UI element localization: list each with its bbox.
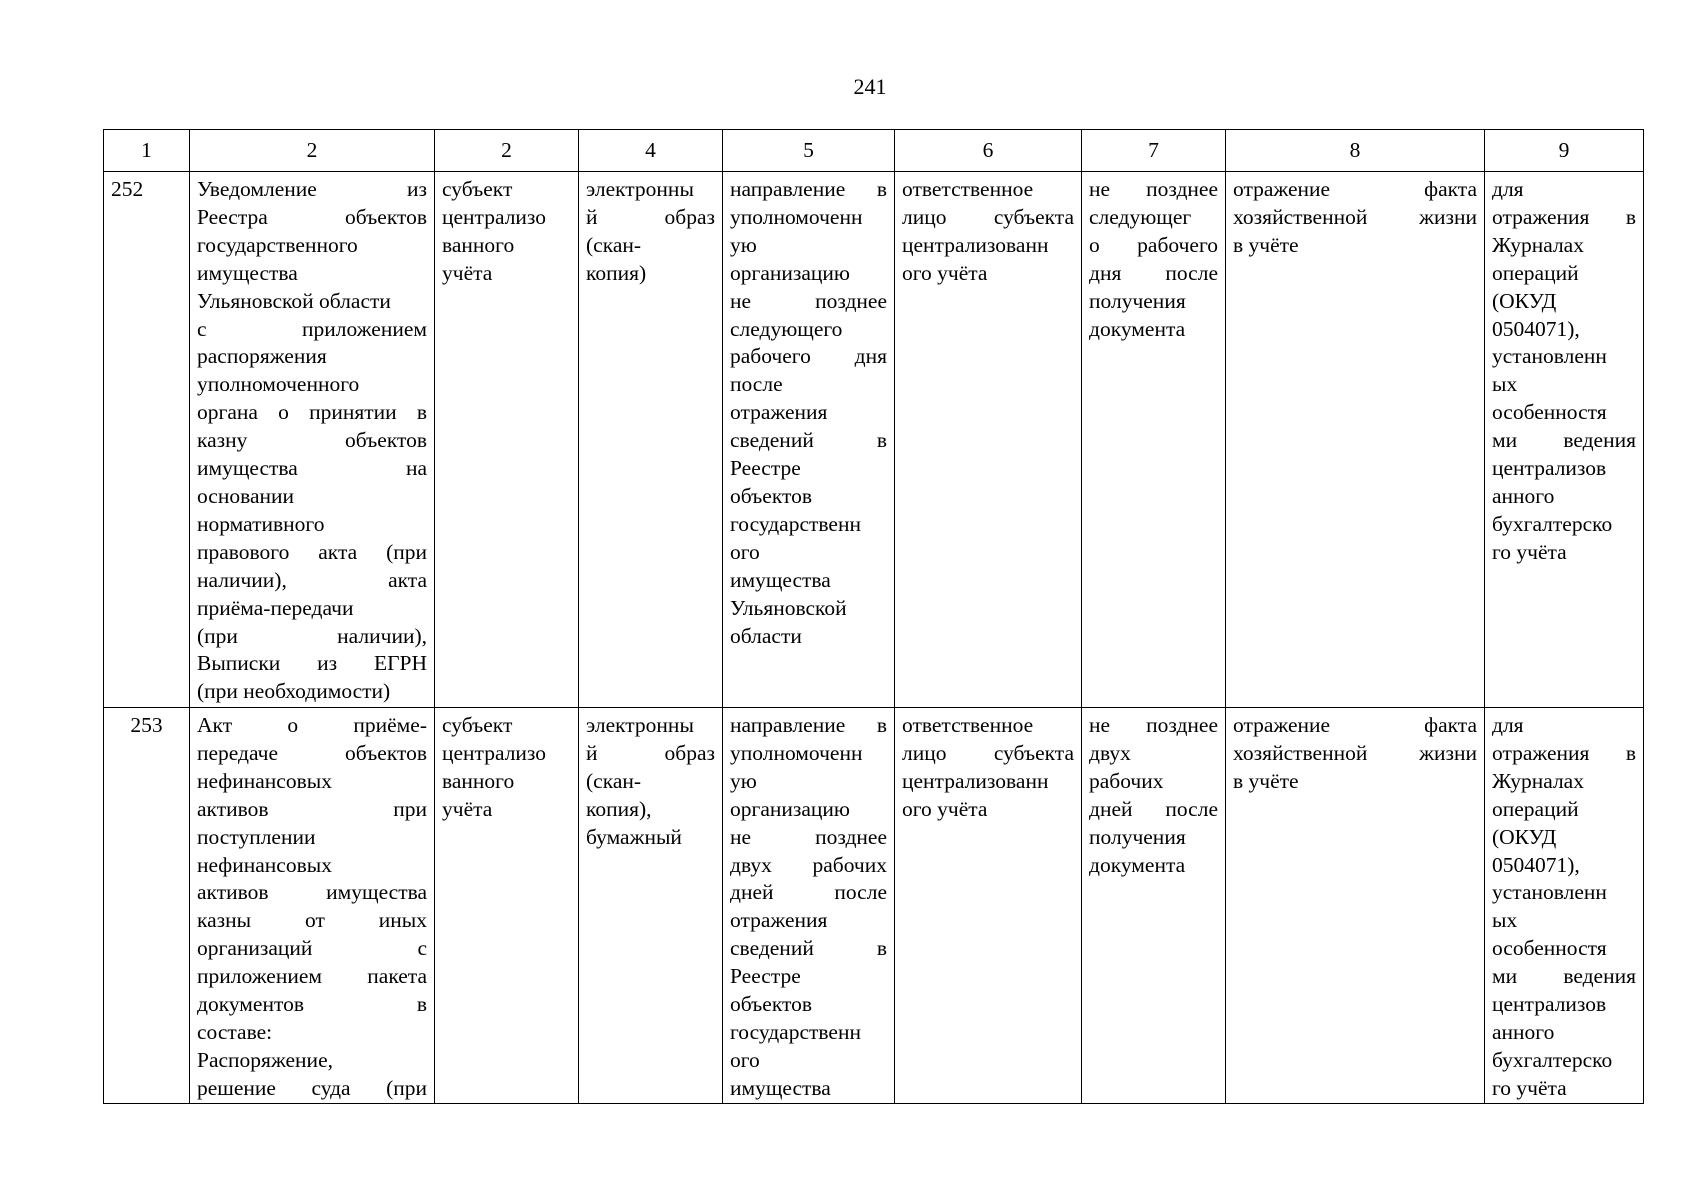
responsible-cell (895, 708, 1082, 1104)
cell-text-line: поступлении (197, 824, 316, 849)
cell-text-line: сведений в (730, 936, 887, 961)
cell-text-line: имущества (730, 567, 831, 592)
cell-text-line: 0504071), (1492, 852, 1580, 877)
cell-text-line: имущества на (197, 456, 427, 481)
cell-text-line: дня после (1089, 260, 1218, 285)
cell-text-line: направление в (730, 177, 887, 201)
cell-text-line: субъект (442, 177, 513, 201)
table-header-row (104, 130, 1644, 172)
cell-text-line: приёма-передачи (197, 595, 354, 620)
cell-text-line: отражения (730, 908, 828, 933)
cell-text-line: не позднее (1089, 177, 1218, 201)
cell-text-line: анного (1492, 483, 1555, 508)
cell-text-line: дней после (730, 880, 887, 905)
cell-text-line: централизо (442, 740, 547, 765)
cell-text-line: двух рабочих (730, 852, 887, 877)
cell-text-line: бухгалтерско (1492, 1047, 1613, 1072)
cell-text-line: двух (1089, 740, 1131, 765)
term-cell (723, 172, 895, 708)
cell-text-line: учёта (442, 796, 493, 821)
cell-text-line: не позднее (730, 288, 887, 313)
cell-text-line: лицо субъекта (902, 204, 1074, 229)
cell-text-line: ванного (442, 232, 515, 257)
cell-text-line: в учёте (1233, 232, 1299, 257)
cell-text-line: государственн (730, 1019, 861, 1044)
cell-text-line: для (1492, 713, 1524, 737)
cell-text-line: после (730, 372, 783, 397)
document-table (103, 129, 1644, 1104)
header-cell: 2 (435, 130, 579, 172)
header-cell: 2 (190, 130, 435, 172)
cell-text-line: Реестре (730, 964, 801, 989)
cell-text-line: ответственное (902, 177, 1034, 201)
header-cell: 6 (895, 130, 1082, 172)
cell-text-line: ую (730, 232, 757, 257)
cell-text-line: казны от иных (197, 908, 427, 933)
cell-text-line: й образ (586, 740, 715, 765)
cell-text-line: отражения в (1492, 740, 1636, 765)
cell-text-line: централизованн (902, 232, 1049, 257)
cell-text-line: операций (1492, 796, 1579, 821)
cell-text-line: копия), (586, 796, 652, 821)
cell-text-line: документа (1089, 316, 1186, 341)
cell-text-line: централизованн (902, 768, 1049, 793)
deadline-cell (1082, 172, 1226, 708)
cell-text-line: бухгалтерско (1492, 511, 1613, 536)
cell-text-line: копия) (586, 260, 647, 285)
cell-text-line: ых (1492, 908, 1518, 933)
cell-text-line: анного (1492, 1019, 1555, 1044)
table-row (104, 172, 1644, 708)
cell-text-line: Уведомление из (197, 177, 427, 201)
cell-text-line: ого учёта (902, 260, 988, 285)
header-cell: 5 (723, 130, 895, 172)
cell-text-line: документов в (197, 992, 427, 1017)
cell-text-line: централизов (1492, 456, 1607, 481)
cell-text-line: с приложением (197, 316, 427, 341)
cell-text-line: рабочих (1089, 768, 1164, 793)
cell-text-line: составе: (197, 1019, 273, 1044)
cell-text-line: в учёте (1233, 768, 1299, 793)
cell-text-line: (при наличии), (197, 623, 427, 648)
cell-text-line: активов имущества (197, 880, 427, 905)
cell-text-line: следующего (730, 316, 843, 341)
cell-text-line: органа о принятии в (197, 400, 427, 425)
cell-text-line: электронны (586, 713, 694, 737)
cell-text-line: отражение факта (1233, 713, 1477, 737)
cell-text-line: ых (1492, 372, 1518, 397)
cell-text-line: ответственное (902, 713, 1034, 737)
cell-text-line: лицо субъекта (902, 740, 1074, 765)
cell-text-line: объектов (730, 992, 812, 1017)
cell-text-line: централизов (1492, 992, 1607, 1017)
cell-text-line: документа (1089, 852, 1186, 877)
header-cell: 4 (579, 130, 723, 172)
row-number-cell: 252 (104, 172, 190, 708)
cell-text-line: й образ (586, 204, 715, 229)
cell-text-line: государственн (730, 511, 861, 536)
cell-text-line: Ульяновской (730, 595, 847, 620)
cell-text-line: отражения в (1492, 204, 1636, 229)
cell-text-line: рабочего дня (730, 344, 887, 369)
cell-text-line: отражения (730, 400, 828, 425)
term-cell (723, 708, 895, 1104)
cell-text-line: Журналах (1492, 768, 1584, 793)
cell-text-line: сведений в (730, 428, 887, 453)
cell-text-line: (ОКУД (1492, 288, 1557, 313)
cell-text-line: Выписки из ЕГРН (197, 651, 427, 676)
cell-text-line: централизо (442, 204, 547, 229)
cell-text-line: электронны (586, 177, 694, 201)
cell-text-line: нефинансовых (197, 768, 332, 793)
purpose-cell (1226, 172, 1485, 708)
cell-text-line: направление в (730, 713, 887, 737)
cell-text-line: ого учёта (902, 796, 988, 821)
cell-text-line: операций (1492, 260, 1579, 285)
note-cell (1485, 708, 1644, 1104)
cell-text-line: уполномоченного (197, 372, 360, 397)
cell-text-line: нормативного (197, 511, 325, 536)
cell-text-line: отражение факта (1233, 177, 1477, 201)
cell-text-line: получения (1089, 288, 1186, 313)
document-name-cell (190, 708, 435, 1104)
note-cell (1485, 172, 1644, 708)
cell-text-line: государственного (197, 232, 358, 257)
creator-cell (435, 708, 579, 1104)
header-cell: 9 (1485, 130, 1644, 172)
cell-text-line: решение суда (при (197, 1075, 427, 1100)
cell-text-line: особенностя (1492, 936, 1607, 961)
cell-text-line: ого (730, 539, 760, 564)
cell-text-line: ванного (442, 768, 515, 793)
cell-text-line: установленн (1492, 880, 1607, 905)
cell-text-line: организацию (730, 260, 850, 285)
header-cell: 7 (1082, 130, 1226, 172)
creator-cell (435, 172, 579, 708)
table-row (104, 708, 1644, 1104)
purpose-cell (1226, 708, 1485, 1104)
cell-text-line: особенностя (1492, 400, 1607, 425)
cell-text-line: Реестра объектов (197, 204, 427, 229)
cell-text-line: Реестре (730, 456, 801, 481)
cell-text-line: Ульяновской области (197, 288, 391, 313)
cell-text-line: го учёта (1492, 1075, 1567, 1100)
cell-text-line: Акт о приёме- (197, 713, 427, 737)
row-number-cell: 253 (104, 708, 190, 1104)
cell-text-line: получения (1089, 824, 1186, 849)
cell-text-line: (при необходимости) (197, 679, 391, 704)
cell-text-line: наличии), акта (197, 567, 427, 592)
form-cell (579, 708, 723, 1104)
cell-text-line: имущества (730, 1075, 831, 1100)
cell-text-line: уполномоченн (730, 740, 863, 765)
cell-text-line: (скан- (586, 232, 642, 257)
cell-text-line: уполномоченн (730, 204, 863, 229)
page-number: 241 (853, 74, 887, 99)
cell-text-line: ую (730, 768, 757, 793)
header-cell: 8 (1226, 130, 1485, 172)
responsible-cell (895, 172, 1082, 708)
cell-text-line: организаций с (197, 936, 427, 961)
cell-text-line: ми ведения (1492, 428, 1636, 453)
cell-text-line: ого (730, 1047, 760, 1072)
deadline-cell (1082, 708, 1226, 1104)
document-name-cell (190, 172, 435, 708)
cell-text-line: основании (197, 483, 295, 508)
cell-text-line: дней после (1089, 796, 1218, 821)
cell-text-line: для (1492, 177, 1524, 201)
cell-text-line: не позднее (1089, 713, 1218, 737)
cell-text-line: объектов (730, 483, 812, 508)
cell-text-line: Журналах (1492, 232, 1584, 257)
cell-text-line: ми ведения (1492, 964, 1636, 989)
form-cell (579, 172, 723, 708)
header-cell: 1 (104, 130, 190, 172)
cell-text-line: передаче объектов (197, 740, 427, 765)
cell-text-line: распоряжения (197, 344, 327, 369)
cell-text-line: правового акта (при (197, 539, 427, 564)
cell-text-line: казну объектов (197, 428, 427, 453)
cell-text-line: установленн (1492, 344, 1607, 369)
cell-text-line: о рабочего (1089, 232, 1218, 257)
cell-text-line: хозяйственной жизни (1233, 204, 1477, 229)
cell-text-line: Распоряжение, (197, 1047, 333, 1072)
cell-text-line: приложением пакета (197, 964, 427, 989)
cell-text-line: активов при (197, 796, 427, 821)
cell-text-line: субъект (442, 713, 513, 737)
cell-text-line: 0504071), (1492, 316, 1580, 341)
cell-text-line: имущества (197, 260, 298, 285)
cell-text-line: (скан- (586, 768, 642, 793)
cell-text-line: нефинансовых (197, 852, 332, 877)
cell-text-line: го учёта (1492, 539, 1567, 564)
cell-text-line: области (730, 623, 802, 648)
cell-text-line: хозяйственной жизни (1233, 740, 1477, 765)
cell-text-line: учёта (442, 260, 493, 285)
cell-text-line: не позднее (730, 824, 887, 849)
cell-text-line: (ОКУД (1492, 824, 1557, 849)
cell-text-line: бумажный (586, 824, 682, 849)
cell-text-line: организацию (730, 796, 850, 821)
cell-text-line: следующег (1089, 204, 1192, 229)
